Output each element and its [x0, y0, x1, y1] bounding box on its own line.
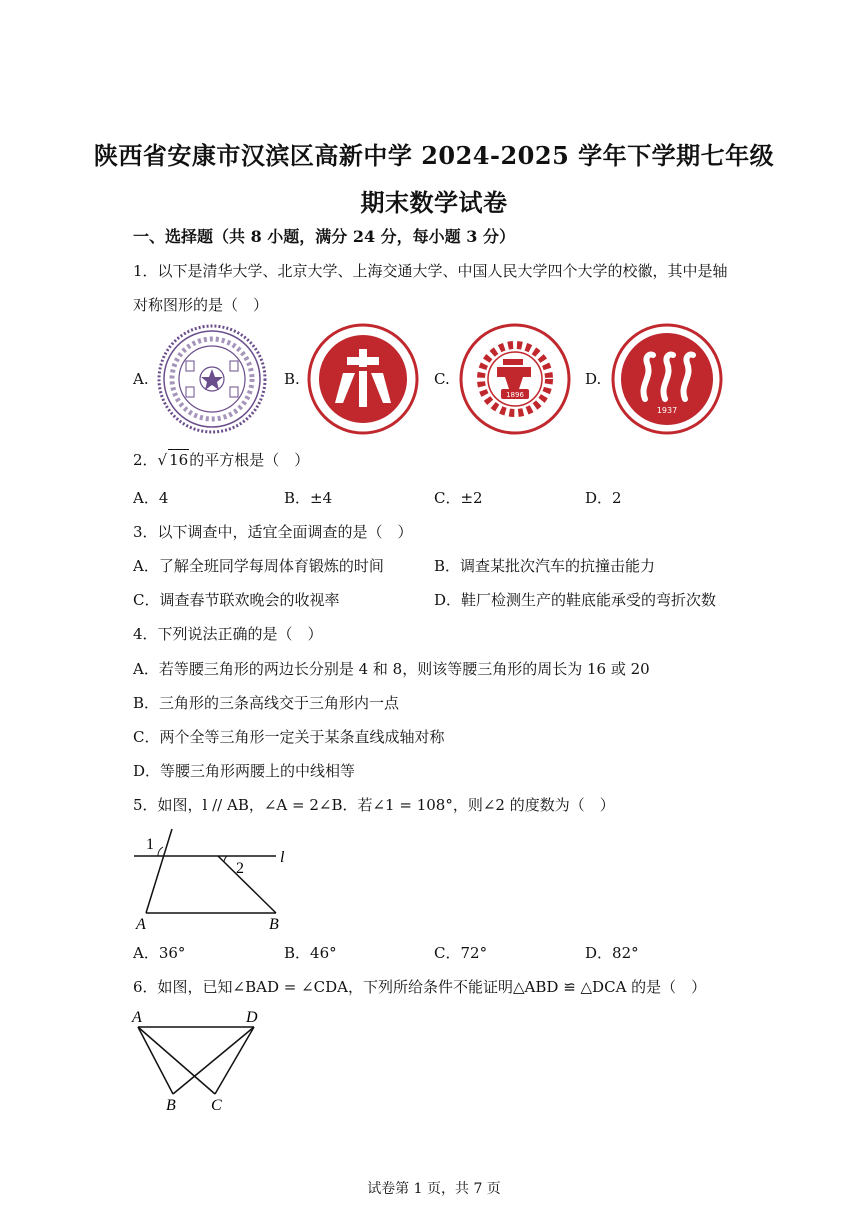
line-b-side	[218, 856, 276, 913]
q2-option-b: B．±4	[284, 489, 333, 507]
peking-emblem-icon	[307, 323, 419, 435]
segment-bd	[173, 1027, 254, 1094]
q1-option-a-label: A.	[133, 370, 149, 388]
q4-stem: 4．下列说法正确的是（ ）	[133, 625, 323, 643]
exam-title-line2: 期末数学试卷	[360, 188, 508, 217]
sqrt-icon: √	[157, 451, 168, 469]
q2-option-c: C．±2	[434, 489, 483, 507]
renmin-emblem-icon	[611, 323, 723, 435]
label-a: A	[136, 916, 146, 933]
label-c-q6: C	[211, 1097, 222, 1114]
q1-option-b-label: B.	[284, 370, 300, 388]
q3-stem: 3．以下调查中，适宜全面调查的是（ ）	[133, 523, 413, 541]
q1-option-c-label: C.	[434, 370, 450, 388]
tsinghua-emblem-icon	[156, 323, 268, 435]
q4-option-c: C．两个全等三角形一定关于某条直线成轴对称	[133, 728, 445, 746]
label-d-q6: D	[246, 1009, 258, 1026]
page-footer: 试卷第 1 页，共 7 页	[367, 1181, 501, 1197]
q5-stem: 5．如图，l // AB，∠A = 2∠B．若∠1 = 108°，则∠2 的度数为（ ）	[133, 796, 615, 814]
label-l: l	[280, 849, 285, 866]
q4-option-b: B．三角形的三条高线交于三角形内一点	[133, 694, 400, 712]
q5-option-d: D．82°	[585, 944, 639, 962]
q3-option-a: A．了解全班同学每周体育锻炼的时间	[133, 557, 384, 575]
q2-number: 2．	[133, 451, 158, 469]
segment-ab-q6	[138, 1027, 173, 1094]
q5-figure	[128, 825, 298, 935]
label-a-q6: A	[132, 1009, 142, 1026]
q5-option-c: C．72°	[434, 944, 488, 962]
q2-option-d: D．2	[585, 489, 622, 507]
q1-emblem-d-year: 1937	[656, 406, 678, 415]
q1-option-d-label: D.	[585, 370, 602, 388]
q2-stem-suffix: 的平方根是（ ）	[189, 451, 310, 469]
q1-emblem-c-year: 1896	[506, 391, 524, 399]
q5-option-b: B．46°	[284, 944, 337, 962]
q3-option-d: D．鞋厂检测生产的鞋底能承受的弯折次数	[434, 591, 717, 609]
segment-ac	[138, 1027, 215, 1094]
q2-radicand: 16	[169, 451, 189, 469]
exam-title-line1: 陕西省安康市汉滨区高新中学 2024-2025 学年下学期七年级	[93, 141, 775, 170]
angle-1-arc	[158, 847, 163, 856]
label-angle-1: 1	[146, 836, 154, 853]
q4-option-d: D．等腰三角形两腰上的中线相等	[133, 762, 356, 780]
q1-stem-line2: 对称图形的是（ ）	[133, 296, 269, 314]
sjtu-emblem-icon	[459, 323, 571, 435]
section-heading-choice: 一、选择题（共 8 小题，满分 24 分，每小题 3 分）	[133, 227, 515, 246]
label-b: B	[269, 916, 279, 933]
q3-option-b: B．调查某批次汽车的抗撞击能力	[434, 557, 656, 575]
q5-option-a: A．36°	[133, 944, 186, 962]
segment-cd	[215, 1027, 254, 1094]
q6-figure	[128, 1006, 268, 1118]
q6-stem: 6．如图，已知∠BAD = ∠CDA，下列所给条件不能证明△ABD ≌ △DCA 的是（ ）	[133, 978, 707, 996]
q2-stem	[133, 449, 309, 470]
label-b-q6: B	[166, 1097, 176, 1114]
q1-stem-line1: 1．以下是清华大学、北京大学、上海交通大学、中国人民大学四个大学的校徽，其中是轴	[133, 262, 728, 280]
q2-option-a: A．4	[133, 489, 169, 507]
label-angle-2: 2	[236, 860, 244, 877]
angle-2-arc	[224, 856, 227, 862]
q4-option-a: A．若等腰三角形的两边长分别是 4 和 8，则该等腰三角形的周长为 16 或 20	[133, 660, 650, 678]
q3-option-c: C．调查春节联欢晚会的收视率	[133, 591, 340, 609]
